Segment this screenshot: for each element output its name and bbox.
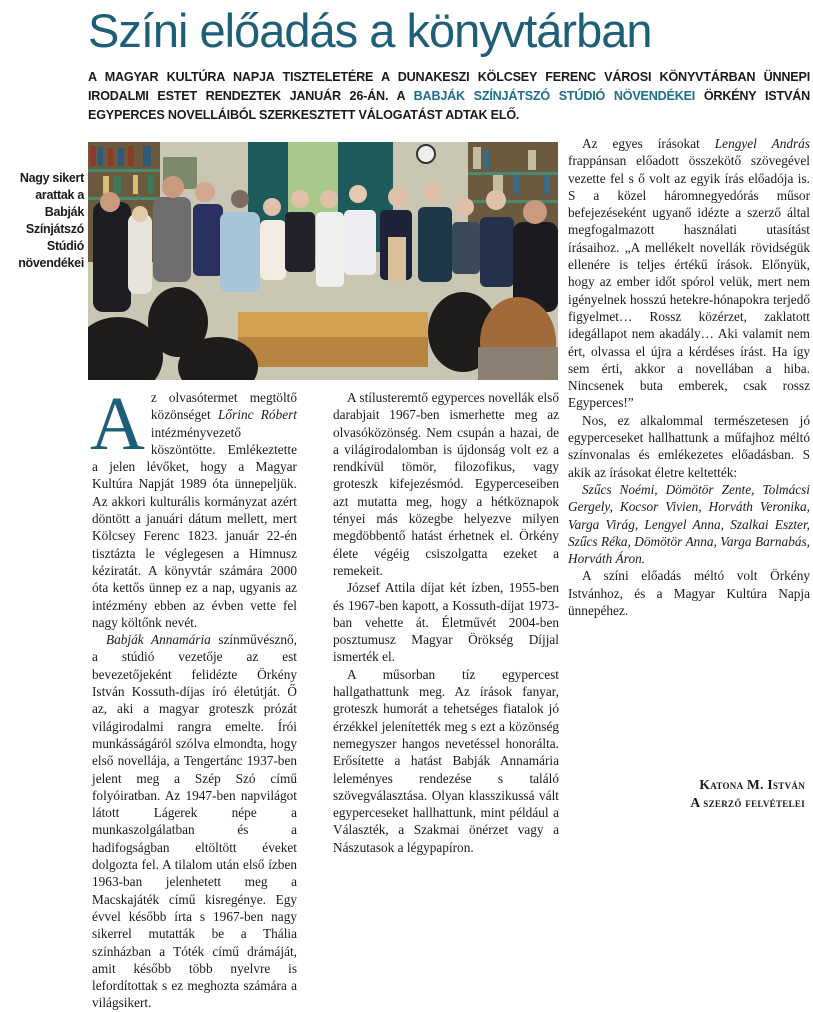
text: Az egyes írásokat bbox=[582, 136, 715, 151]
person-name: Lengyel András bbox=[714, 136, 810, 151]
author-name: Katona M. István bbox=[699, 777, 805, 792]
text: intézményvezető köszöntötte. Emlékeztette a jelen lévőket, hogy a Magyar Kultúra Napját 1989 óta ünnepeljük. Az akkori kulturális kormányzat azért döntött a januári dátum mellett, mert Kölcsey Ferenc 1823. január 22-én tisztázta le véglegesen a Himnusz kéziratát. A könyvtár számára 2000 óta kettős ünnep ez a nap, ugyanis az intézmény ebben az évben vette fel nagy költőnk nevét. bbox=[92, 424, 297, 630]
article-column-1 bbox=[90, 382, 297, 1012]
article-column-3 bbox=[568, 135, 810, 619]
text: színművésznő, a stúdió vezetője az est bevezetőjeként felidézte Örkény István Kossuth-díjas író életútját. Ő az, aki a magyar groteszk prózát világirodalmi rangra emelte. Írói munkásságáról szólva elmondta, hogy első novellája, a Tengertánc 1937-ben jelent meg a Szép Szó című folyóiratban. Az 1947-ben napvilágot látott Lágerek népe a munkaszolgálatban és a hadifogságban eltöltött éveket dolgozta fel. A tilalom után első ízben 1963-ban jelenhetett meg a Macskajáték című kisregénye. Egy évvel később írta s 1967-ben nagy sikerrel mutatták be a Thália színházban a Tóték című drámáját, amit később több nyelvre is lefordítottak s ez meghozta számára a világsikert. bbox=[92, 632, 297, 1011]
text: z olvasótermet megtöltő közönséget bbox=[150, 390, 297, 423]
article-photo bbox=[88, 142, 558, 380]
photo-credit: A szerző felvételei bbox=[690, 795, 805, 810]
photo-caption: Nagy sikert arattak a Babják Színjátszó Stúdió növendékei bbox=[18, 171, 84, 270]
article-title: Színi előadás a könyvtárban bbox=[88, 4, 652, 57]
lead-text-end: ÖRKÉNY ISTVÁN EGYPERCES NOVELLÁIBÓL SZERKESZTETT VÁLOGATÁST ADTAK ELŐ. bbox=[88, 89, 810, 122]
performer-names bbox=[568, 481, 810, 567]
paragraph-1 bbox=[90, 382, 297, 631]
paragraph-4: József Attila díjat két ízben, 1955-ben és 1967-ben kapott, a Kossuth-díjat 1973-ban vehette át. Életművét 2004-ben posztumusz Magyar Örökség Díjjal ismerték el. bbox=[333, 580, 559, 665]
performers-photo-illustration bbox=[88, 142, 558, 380]
paragraph-9: A színi előadás méltó volt Örkény Istvánhoz, és a Magyar Kultúra Napja ünnepéhez. bbox=[568, 568, 810, 619]
drop-cap: A bbox=[90, 382, 145, 466]
paragraph-5: A műsorban tíz egypercest hallgathattunk meg. Az írások fanyar, groteszk humorát a tehetséges fiatalok jó érzékkel jelenítették meg s ezt a közönség nemegyszer hangos nevetéssel honorálta. Erősítette a hatást Babják Annamária leleményes rendezése s találó szövegválasztása. Olyan klasszikussá vált egyperceseket hallhattunk, mint például a Választék, a Szakmai önérzet vagy a Nászutasok a légypapíron. bbox=[333, 666, 559, 855]
person-name: Lőrinc Róbert bbox=[218, 407, 297, 423]
article-column-2 bbox=[333, 389, 559, 856]
byline bbox=[690, 776, 805, 812]
names-list: Szűcs Noémi, Dömötör Zente, Tolmácsi Gergely, Kocsor Vivien, Horváth Veronika, Varga Virág, Lengyel Anna, Szalkai Eszter, Szűcs Réka, Dömötör Anna, Varga Barnabás, Horváth Áron. bbox=[568, 481, 810, 567]
paragraph-2 bbox=[92, 631, 297, 1012]
person-name: Babják Annamária bbox=[106, 632, 211, 648]
lead-highlight: BABJÁK SZÍNJÁTSZÓ STÚDIÓ NÖVENDÉKEI bbox=[413, 89, 696, 103]
paragraph-6 bbox=[568, 135, 810, 412]
paragraph-3: A stílusteremtő egyperces novellák első darabjait 1967-ben ismerhette meg az olvasóközönség. Nem csupán a hazai, de a világirodalomban is újdonság volt ez a rendkívül tömör, filozofikus, vagy groteszk kifejezésmód. Egyperceseiben azt mutatta meg, hogy a hétköznapok tényei más közegbe helyezve milyen megdöbbentő hatást érhetnek el. Örkény élete végéig csiszolgatta ezeket a remekeit. bbox=[333, 390, 559, 578]
lead-text: A MAGYAR KULTÚRA NAPJA TISZTELETÉRE A DUNAKESZI KÖLCSEY FERENC VÁROSI KÖNYVTÁRBAN ÜNNEPI IRODALMI ESTET RENDEZTEK JANUÁR 26-ÁN. A bbox=[88, 70, 810, 103]
text: frappánsan előadott összekötő szövegével vezette fel s ő volt az egyik írás előadója is. S a közel háromnegyedórás műsor befejezéseként ugyanő idézte a szerző által megfogalmazott használati utasítást írásaihoz. „A mellékelt novellák rövidségük ellenére is teljes értékű írások. Előnyük, hogy az ember időt spórol velük, mert nem igényelnek hosszú hetekre-hónapokra terjedő figyelmet… Rossz közérzet, zaklatott idegállapot nem akadály… Aki valamit nem ért, olvassa el újra a kérdéses írást. Ha így sem érti, akkor a novellában a hiba. Nincsenek buta emberek, csak rossz Egyperces!” bbox=[568, 153, 810, 411]
article-lead bbox=[88, 68, 810, 125]
paragraph-7: Nos, ez alkalommal természetesen jó egyperceseket hallhattunk a műfajhoz méltó színvonalas és emlékezetes előadásban. S akik az írásokat életre keltették: bbox=[568, 412, 810, 480]
